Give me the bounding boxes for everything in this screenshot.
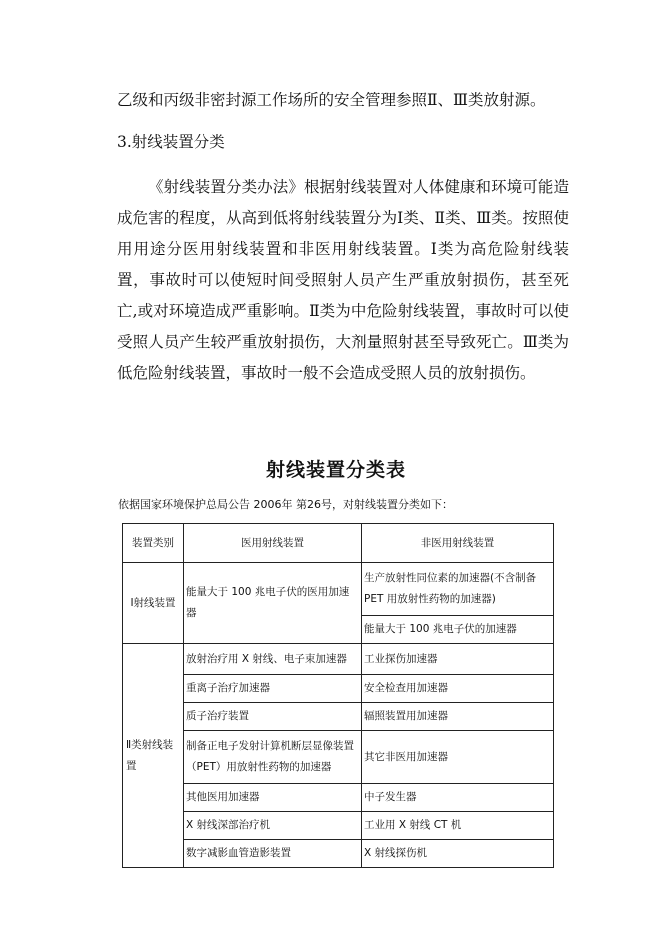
class1-nonmedical-2: 能量大于 100 兆电子伏的加速器 — [362, 616, 554, 644]
class2-nonmedical: 其它非医用加速器 — [362, 731, 554, 784]
header-category: 装置类别 — [123, 524, 184, 563]
class2-medical: 质子治疗装置 — [184, 703, 362, 731]
table-row — [123, 812, 554, 840]
class2-medical: 其他医用加速器 — [184, 784, 362, 812]
table-row — [123, 840, 554, 868]
class1-nonmedical-1: 生产放射性同位素的加速器(不含制备 PET 用放射性药物的加速器) — [362, 563, 554, 616]
table-row — [123, 644, 554, 675]
class2-nonmedical: 中子发生器 — [362, 784, 554, 812]
class2-medical: X 射线深部治疗机 — [184, 812, 362, 840]
class2-nonmedical: 安全检查用加速器 — [362, 675, 554, 703]
class2-medical: 重离子治疗加速器 — [184, 675, 362, 703]
class1-medical: 能量大于 100 兆电子伏的医用加速器 — [184, 563, 362, 644]
classification-table — [122, 523, 554, 868]
class2-label: Ⅱ类射线装置 — [123, 644, 184, 868]
header-medical: 医用射线装置 — [184, 524, 362, 563]
table-title: 射线装置分类表 — [265, 459, 406, 481]
class2-nonmedical: X 射线探伤机 — [362, 840, 554, 868]
table-row — [123, 731, 554, 784]
table-header-row — [123, 524, 554, 563]
header-nonmedical: 非医用射线装置 — [362, 524, 554, 563]
class2-medical: 放射治疗用 X 射线、电子束加速器 — [184, 644, 362, 675]
section-heading: 3.射线装置分类 — [117, 133, 225, 151]
class1-label: Ⅰ射线装置 — [123, 563, 184, 644]
class2-nonmedical: 辐照装置用加速器 — [362, 703, 554, 731]
table-note: 依据国家环境保护总局公告 2006年 第26号，对射线装置分类如下： — [118, 498, 453, 511]
class2-medical: 数字减影血管造影装置 — [184, 840, 362, 868]
table-row — [123, 563, 554, 616]
table-row — [123, 675, 554, 703]
class2-nonmedical: 工业用 X 射线 CT 机 — [362, 812, 554, 840]
table-row — [123, 703, 554, 731]
intro-line: 乙级和丙级非密封源工作场所的安全管理参照Ⅱ、Ⅲ类放射源。 — [117, 91, 546, 109]
table-row — [123, 784, 554, 812]
class2-medical: 制备正电子发射计算机断层显像装置（PET）用放射性药物的加速器 — [184, 731, 362, 784]
section-paragraph: 《射线装置分类办法》根据射线装置对人体健康和环境可能造成危害的程度，从高到低将射线装置分为Ⅰ类、Ⅱ类、Ⅲ类。按照使用用途分医用射线装置和非医用射线装置。Ⅰ类为高危险射线装置，事故时可以使短时间受照射人员产生严重放射损伤，甚至死亡,或对环境造成严重影响。Ⅱ类为中危险射线装置，事故时可以使受照人员产生较严重放射损伤，大剂量照射甚至导致死亡。Ⅲ类为低危险射线装置，事故时一般不会造成受照人员的放射损伤。 — [117, 178, 569, 382]
class2-nonmedical: 工业探伤加速器 — [362, 644, 554, 675]
